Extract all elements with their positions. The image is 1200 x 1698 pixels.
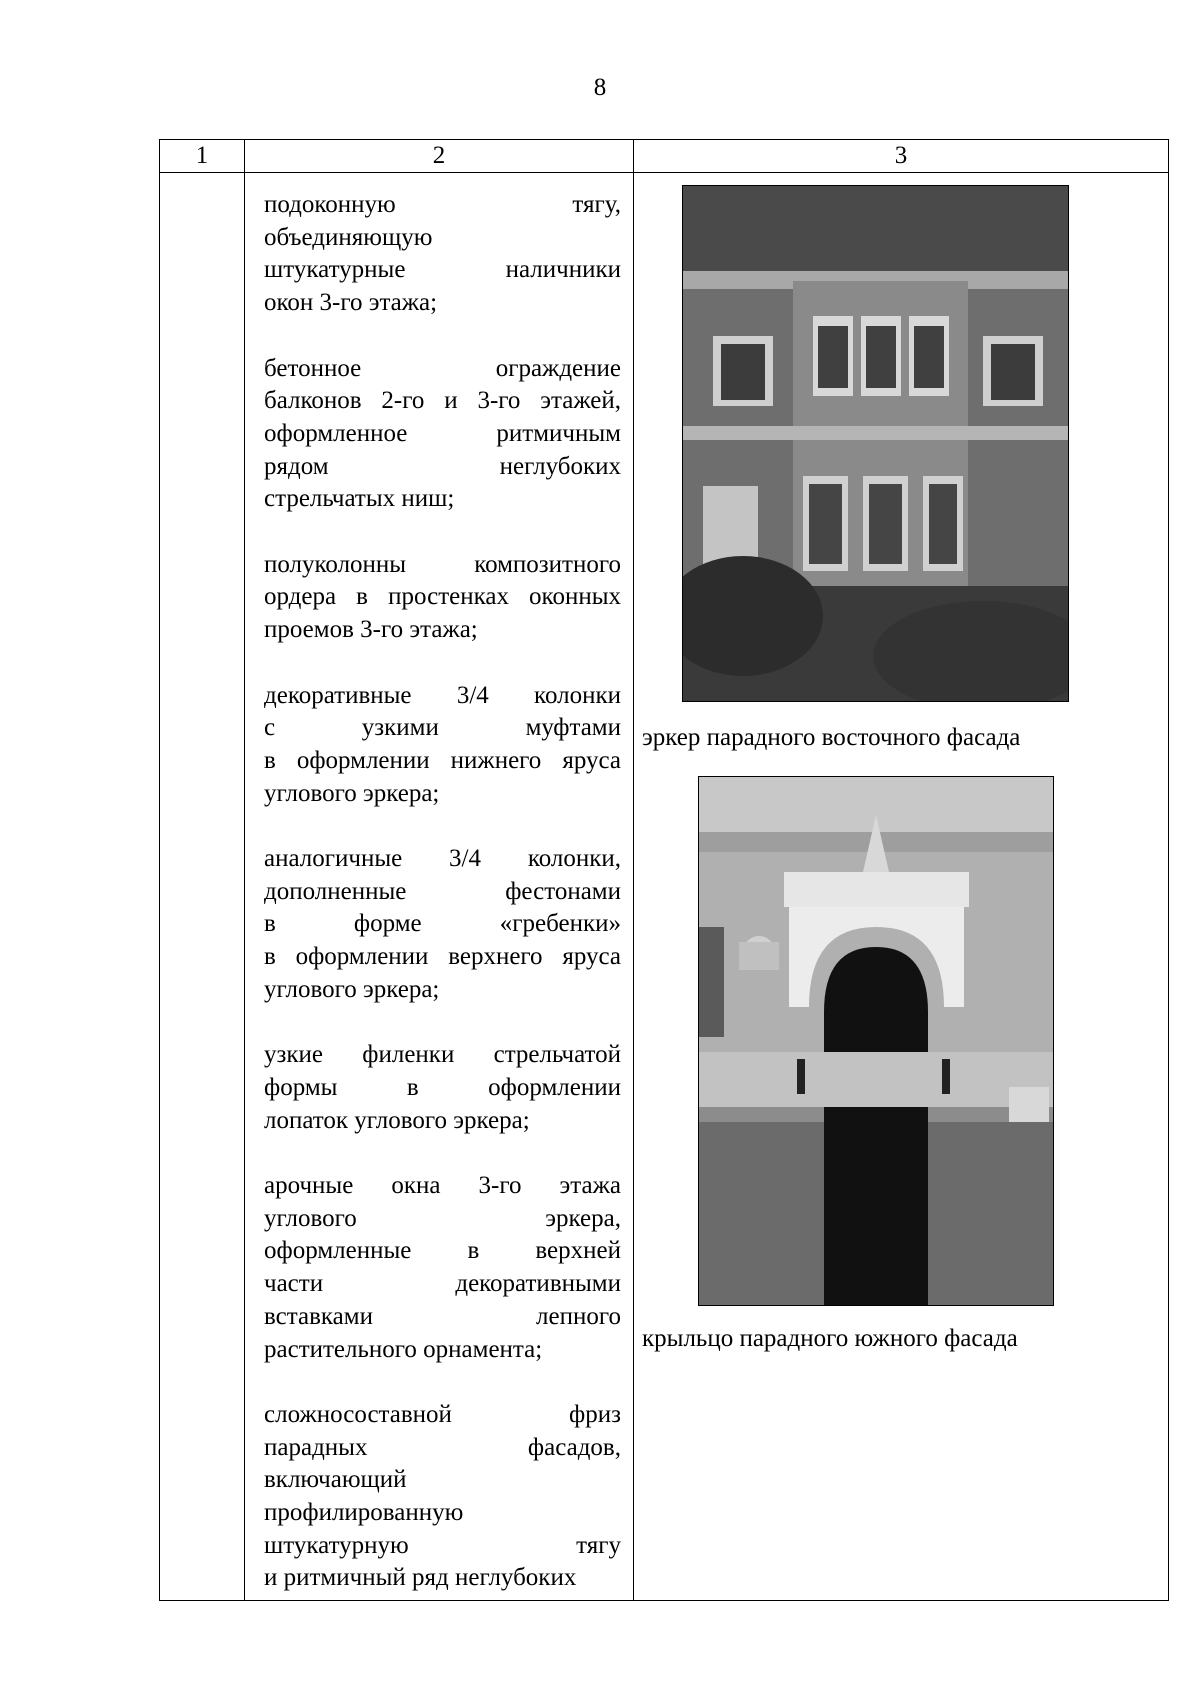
facade-photo-illustration [683,186,1068,701]
paragraph-line: части декоративными [264,1270,621,1298]
paragraph-line: ордера в простенках оконных [264,583,621,611]
paragraph-line: бетонное ограждение [264,354,621,382]
architectural-element-paragraph [264,680,621,811]
paragraph-line: профилированную [264,1499,464,1527]
architectural-element-paragraph [264,1399,621,1595]
paragraph-line: в оформлении верхнего яруса [264,943,621,971]
paragraph-line: оформленное ритмичным [264,419,621,447]
architectural-element-paragraph [264,843,621,1007]
paragraph-line: аналогичные 3/4 колонки, [264,845,621,872]
photo-south-porch [698,776,1054,1306]
architectural-element-paragraph [264,1170,621,1366]
architectural-element-paragraph [264,549,621,647]
paragraph-line: растительного орнамента; [264,1335,543,1363]
photo-caption-east: эркер парадного восточного фасада [642,724,1021,751]
paragraph-line: стрельчатых ниш; [264,485,455,513]
paragraph-line: сложносоставной фриз [264,1400,621,1428]
architectural-element-paragraph [264,353,621,517]
paragraph-line: углового эркера; [264,779,440,807]
paragraph-line: включающий [264,1466,407,1494]
paragraph-line: арочные окна 3-го этажа [264,1172,621,1199]
paragraph-line: подоконную тягу, [264,191,621,218]
cell-col-3 [634,173,1169,1601]
architectural-element-paragraph [264,1039,621,1137]
paragraph-line: узкие филенки стрельчатой [264,1041,621,1069]
header-col-3: 3 [634,140,1169,173]
paragraph-line: лопаток углового эркера; [264,1106,530,1134]
paragraph-line: объединяющую [264,223,433,251]
cell-col-1 [160,173,245,1601]
paragraph-line: штукатурную тягу [264,1531,621,1559]
paragraph-line: дополненные фестонами [264,877,621,905]
paragraph-line: с узкими муфтами [264,714,621,742]
element-list [264,189,621,1595]
architectural-element-paragraph [264,189,621,320]
photo-east-oriel [682,185,1069,702]
paragraph-line: балконов 2-го и 3-го этажей, [264,387,621,415]
cell-col-2 [245,173,634,1601]
header-col-2: 2 [245,140,634,173]
page-number: 8 [593,74,607,101]
paragraph-line: углового эркера, [264,1204,621,1232]
header-col-1: 1 [160,140,245,173]
paragraph-line: полуколонны композитного [264,550,621,578]
paragraph-line: штукатурные наличники [264,256,621,284]
paragraph-line: углового эркера; [264,975,440,1003]
table-body-row [160,173,1169,1601]
content-table [159,139,1169,1601]
porch-photo-illustration [699,777,1053,1305]
table-header-row [160,140,1169,173]
paragraph-line: в форме «гребенки» [264,910,621,938]
paragraph-line: и ритмичный ряд неглубоких [264,1564,577,1592]
paragraph-line: окон 3-го этажа; [264,289,438,317]
paragraph-line: в оформлении нижнего яруса [264,746,621,774]
paragraph-line: проемов 3-го этажа; [264,616,478,644]
photo-caption-south: крыльцо парадного южного фасада [642,1325,1018,1352]
paragraph-line: парадных фасадов, [264,1433,621,1461]
paragraph-line: оформленные в верхней [264,1237,621,1265]
paragraph-line: вставками лепного [264,1302,621,1330]
paragraph-line: рядом неглубоких [264,452,621,480]
paragraph-line: декоративные 3/4 колонки [264,681,621,709]
paragraph-line: формы в оформлении [264,1073,621,1101]
